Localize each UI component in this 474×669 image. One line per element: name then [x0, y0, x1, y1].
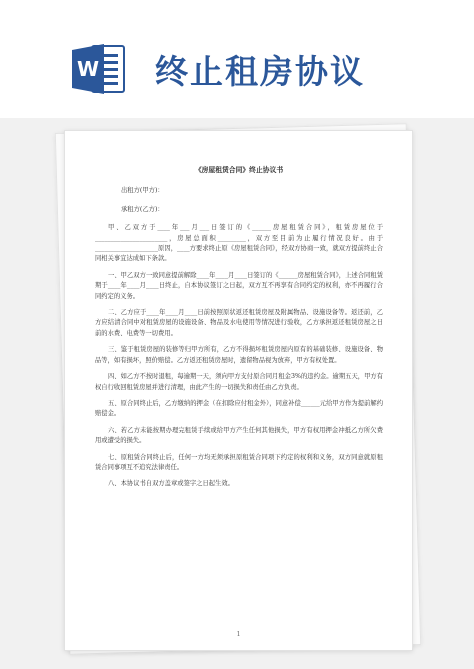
clause-7: 七、原租赁合同终止后，任何一方均无须承担原租赁合同项下约定的权利和义务，双方同意就原租赁合同事项互不追究法律责任。 [95, 453, 383, 471]
party-a-line: 出租方(甲方)： [121, 187, 164, 195]
page-title: 终止租房协议 [155, 52, 365, 91]
word-icon-letter: W [76, 57, 100, 81]
page-number: 1 [236, 631, 241, 638]
document-title: 《房屋租赁合同》终止协议书 [194, 166, 284, 174]
word-document-icon [70, 40, 128, 98]
clause-8: 八、本协议书自双方盖章或签字之日起生效。 [108, 480, 234, 488]
clause-4: 四、如乙方不按时退租，每逾期一天，须向甲方支付原合同月租金3%的违约金。逾期五天，甲方有权自行收回租赁房屋并进行清理，由此产生的一切损失和责任由乙方负责。 [95, 373, 383, 391]
intro-paragraph: 甲、乙双方于____年___月___日签订的《______房屋租赁合同》，租赁房屋位于_______________________，房屋总面积_________，双方至目前为止履行情况良好。由于____________________原因，____方要求终止原《房屋租赁合同》，经双方协商一致，就双方提前终止合同相关事宜达成如下条款。 [95, 224, 383, 263]
clause-1: 一、甲乙双方一致同意提前解除____年____月____日签订的《______房屋租赁合同》，上述合同租赁期于____年____月____日终止，自本协议签订之日起，双方互不再享有合同约定的权利，亦不再履行合同约定的义务。 [95, 271, 383, 300]
document-page [64, 130, 413, 651]
clause-2: 二、乙方应于____年____月____日前按照原状返还租赁房屋及附属物品、设施设备等。返还前，乙方应结清合同中对租赁房屋的设施设备、物品及水电使用等情况进行验收，乙方承担返还租赁房屋之日前的水费、电费等一切费用。 [95, 309, 383, 337]
clause-3: 三、鉴于租赁房屋的装修等归甲方所有，乙方不得损坏租赁房屋内原有的基础装修、设施设备、物品等，如有损坏，照价赔偿。乙方返还租赁房屋时，遗留物品视为放弃，甲方有权处置。 [95, 346, 383, 364]
document-content [95, 165, 383, 496]
party-b-line: 承租方(乙方)： [121, 205, 164, 213]
clause-6: 六、若乙方未能按期办理完租赁手续或给甲方产生任何其他损失，甲方有权用押金冲抵乙方所欠费用或遭受的损失。 [95, 426, 383, 445]
clause-5: 五、原合同终止后，乙方缴纳的押金（在扣除应付租金外），同意补偿______元给甲方作为提前解约赔偿金。 [95, 399, 383, 418]
header-banner [0, 0, 474, 130]
